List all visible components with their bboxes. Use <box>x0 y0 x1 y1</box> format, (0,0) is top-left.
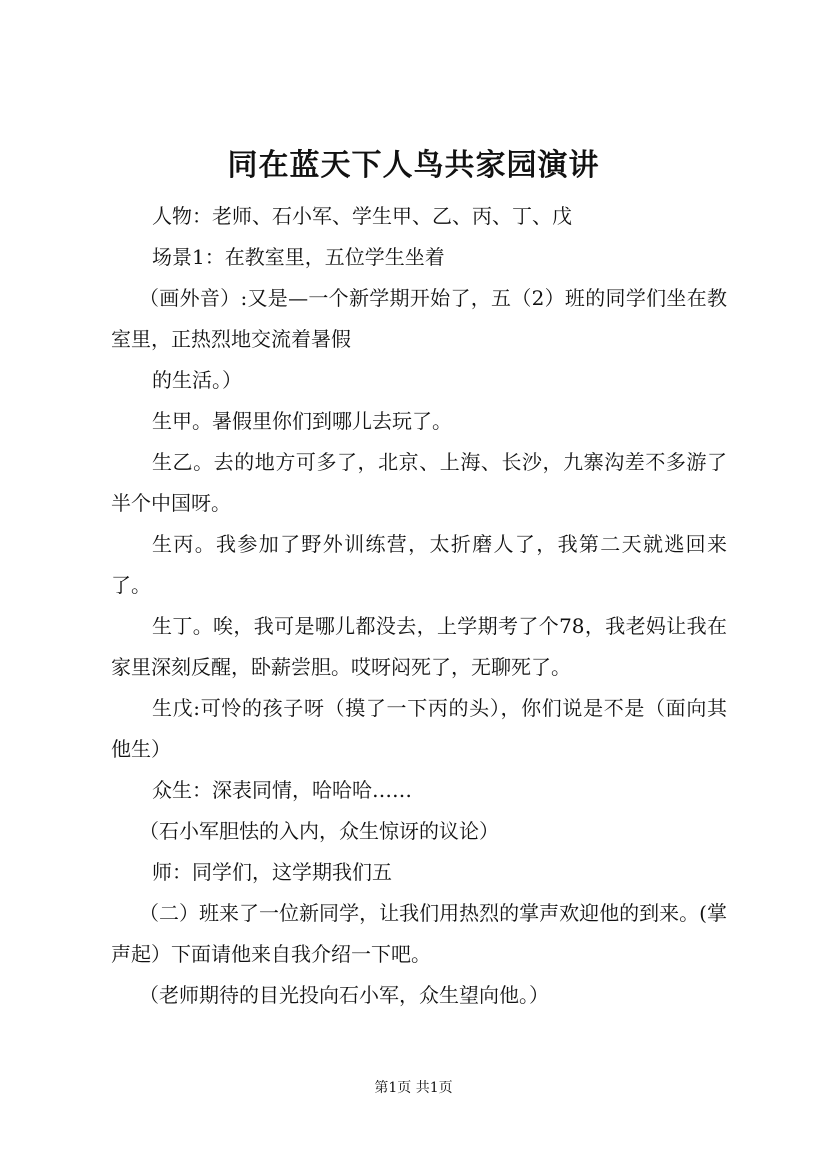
paragraph-student-a: 生甲。暑假里你们到哪儿去玩了。 <box>152 409 452 433</box>
page-footer: 第1页 共1页 <box>374 1080 453 1096</box>
paragraph-student-c: 生丙。我参加了野外训练营，太折磨人了，我第二天就逃回来了。 <box>111 532 727 597</box>
paragraph-teacher-look: （老师期待的目光投向石小军，众生望向他。） <box>139 983 549 1007</box>
paragraph-student-d: 生丁。唉，我可是哪儿都没去，上学期考了个78，我老妈让我在家里深刻反醒，卧薪尝胆。哎呀闷死了，无聊死了。 <box>111 614 727 679</box>
document-title: 同在蓝天下人鸟共家园演讲 <box>227 148 600 183</box>
paragraph-stage-direction: （石小军胆怯的入内，众生惊讶的议论） <box>139 819 499 843</box>
paragraph-teacher: 师：同学们，这学期我们五 <box>152 860 392 884</box>
paragraph-characters: 人物：老师、石小军、学生甲、乙、丙、丁、戊 <box>152 204 572 228</box>
document-body <box>111 196 727 1016</box>
paragraph-voiceover: （画外音）:又是—一个新学期开始了，五（2）班的同学们坐在教室里，正热烈地交流着暑假 <box>111 286 727 351</box>
paragraph-student-e: 生戊:可怜的孩子呀（摸了一下丙的头），你们说是不是（面向其他生） <box>111 696 727 761</box>
paragraph-all-students: 众生：深表同情，哈哈哈…… <box>152 778 412 802</box>
paragraph-voiceover-end: 的生活。） <box>152 368 242 392</box>
paragraph-teacher-continued: （二）班来了一位新同学，让我们用热烈的掌声欢迎他的到来。(掌声起）下面请他来自我介绍一下吧。 <box>111 901 727 966</box>
paragraph-student-b: 生乙。去的地方可多了，北京、上海、长沙，九寨沟差不多游了半个中国呀。 <box>111 450 727 515</box>
paragraph-scene: 场景1：在教室里，五位学生坐着 <box>152 245 445 269</box>
